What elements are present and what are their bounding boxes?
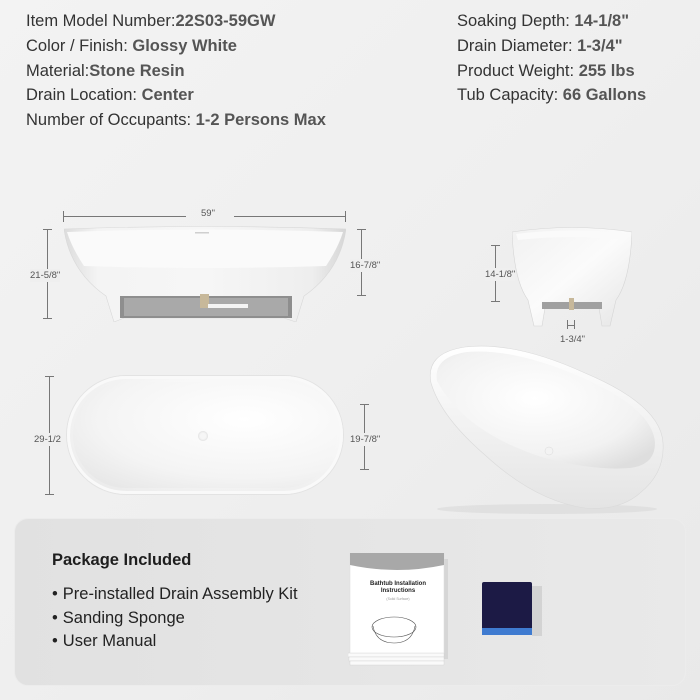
dim-label-interior-height: 16-7/8" xyxy=(350,260,381,271)
tub-perspective-view xyxy=(425,343,667,515)
spec-value: 14-1/8" xyxy=(574,12,630,30)
tub-side-view xyxy=(64,226,346,322)
drain-fitting xyxy=(569,298,574,310)
spec-value: 22S03-59GW xyxy=(175,12,276,30)
dim-tick xyxy=(360,469,369,470)
spec-soaking-depth xyxy=(457,9,646,34)
dim-label-overall-width: 29-1/2 xyxy=(34,434,61,445)
spec-label: Tub Capacity: xyxy=(457,86,559,105)
dim-label-drain-diameter: 1-3/4" xyxy=(560,334,586,345)
dim-tick xyxy=(357,295,366,296)
manual-title: Bathtub Installation Instructions xyxy=(370,581,426,594)
drain-icon xyxy=(545,447,553,455)
drain-icon xyxy=(198,431,208,441)
spec-label: Drain Location: xyxy=(26,86,137,105)
spec-label: Item Model Number: xyxy=(26,12,176,30)
dim-tick xyxy=(45,494,54,495)
dim-tick xyxy=(491,301,500,302)
sponge-icon xyxy=(482,582,544,638)
specs-left xyxy=(26,9,326,133)
spec-label: Number of Occupants: xyxy=(26,111,192,130)
spec-label: Color / Finish: xyxy=(26,36,128,55)
spec-label: Material: xyxy=(26,61,90,80)
spec-value: 1-2 Persons Max xyxy=(195,111,326,130)
spec-occupants xyxy=(26,108,326,133)
package-item: • User Manual xyxy=(52,630,298,654)
spec-color-finish xyxy=(26,34,326,59)
spec-label: Product Weight: xyxy=(457,61,575,80)
spec-value: 255 lbs xyxy=(578,61,635,80)
package-items-list xyxy=(52,583,298,654)
spec-value: 1-3/4" xyxy=(577,36,623,55)
manual-booklet-icon xyxy=(348,553,448,668)
dim-tick xyxy=(43,318,52,319)
dim-line-length xyxy=(234,216,346,217)
package-item: • Pre-installed Drain Assembly Kit xyxy=(52,583,298,607)
spec-material xyxy=(26,59,326,84)
spec-model-number xyxy=(26,9,326,34)
dim-label-interior-width: 19-7/8" xyxy=(350,434,381,445)
specs-right xyxy=(457,9,646,108)
sanding-sponge-image xyxy=(482,582,532,637)
spec-value: Stone Resin xyxy=(89,61,185,80)
package-title: Package Included xyxy=(52,551,192,569)
tub-end-view xyxy=(512,226,632,330)
spec-value: 66 Gallons xyxy=(562,86,647,105)
dim-label-overall-height: 21-5/8" xyxy=(30,270,61,281)
spec-label: Drain Diameter: xyxy=(457,36,573,55)
drain-fitting xyxy=(200,294,209,308)
spec-drain-location xyxy=(26,83,326,108)
tub-top-view xyxy=(67,376,343,494)
spec-capacity xyxy=(457,83,646,108)
spec-value: Center xyxy=(141,86,194,105)
dim-tick xyxy=(574,320,575,329)
spec-drain-diameter xyxy=(457,34,646,59)
user-manual-image xyxy=(348,553,448,668)
dim-label-soaking-depth: 14-1/8" xyxy=(485,269,516,280)
manual-subtitle: (Solid Surface) xyxy=(386,597,410,601)
package-item: • Sanding Sponge xyxy=(52,607,298,631)
dim-tick xyxy=(345,211,346,222)
dim-label-length: 59" xyxy=(201,208,215,219)
spec-weight xyxy=(457,59,646,84)
spec-label: Soaking Depth: xyxy=(457,12,570,30)
spec-value: Glossy White xyxy=(132,36,237,55)
package-included-panel xyxy=(14,518,686,686)
dim-line-length xyxy=(63,216,186,217)
